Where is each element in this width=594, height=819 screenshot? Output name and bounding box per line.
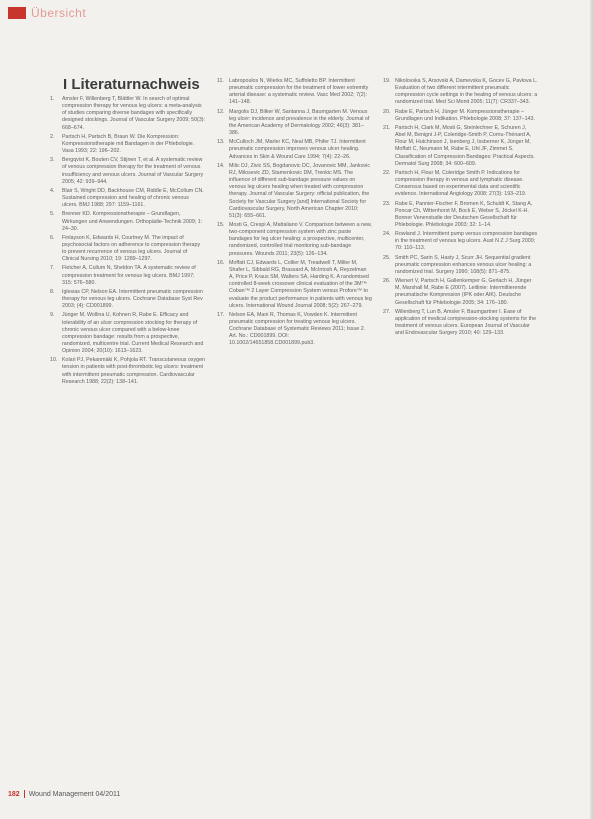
reference-item: [50, 357, 205, 386]
reference-item: [217, 139, 372, 160]
reference-number: 10.: [50, 357, 58, 364]
reference-item: [50, 134, 205, 155]
reference-text: Margolis DJ, Bilker W, Santanna J, Baumgarten M. Venous leg ulcer: incidence and prevalence in the elderly. Journal of the American Academy of Dermatology 2002; 46(3): 381–386.: [229, 108, 370, 137]
reference-item: [50, 289, 205, 310]
section-header: [8, 6, 86, 20]
reference-item: [383, 255, 538, 276]
reference-text: Blair S, Wright DD, Backhouse CM, Riddle E, McCollum CN. Sustained compression and healing of chronic venous ulcers. BMJ 1988; 297: 1159–1161.: [62, 187, 204, 209]
reference-item: [50, 235, 205, 264]
reference-number: 4.: [50, 187, 55, 194]
reference-text: Wienert V, Partsch H, Gallenkemper G, Gerlach H, Jünger M, Marshall M, Rabe E (2007). Leitlinie: Intermittierende pneumatische Kompression (IPK oder AIK). Deutsche Gesellschaft für Phlebologie 2005; 34: 176–180.: [395, 278, 532, 306]
reference-item: [217, 78, 372, 107]
reference-item: [217, 222, 372, 258]
reference-number: 8.: [50, 288, 55, 295]
reference-number: 17.: [217, 311, 225, 318]
reference-number: 11.: [217, 78, 224, 84]
reference-number: 9.: [50, 312, 55, 319]
reference-text: Bergqvist K, Bouten CV, Stijnen T, et al. A systematic review of venous compression therapy for the treatment of venous insufficiency and venous ulcers. Journal of Vascular Surgery 2005; 42: 939–944.: [62, 157, 204, 185]
reference-number: 26.: [383, 278, 391, 285]
reference-text: Mosti G, Crespi A, Mattaliano V. Comparison between a new, two-component compression system with zinc paste bandages for leg ulcer healing: a prospective, multicenter, randomized, controlled trial monitoring sub-bandage pressures. Wounds 2011; 23(5): 126–134.: [229, 221, 372, 257]
reference-item: [50, 188, 205, 209]
reference-number: 25.: [383, 254, 391, 261]
reference-item: [383, 278, 538, 307]
reference-item: [217, 109, 372, 138]
scan-edge: [590, 0, 594, 819]
reference-number: 27.: [383, 308, 391, 315]
reference-number: 22.: [383, 169, 391, 176]
reference-text: Rowland J. Intermittent pump versus compression bandages in the treatment of venous leg ulcers. Aust N Z J Surg 2000; 70: 110–113.: [395, 231, 538, 252]
reference-text: Nelson EA, Mani R, Thomas K, Vowden K. Intermittent pneumatic compression for treating venous leg ulcers. Cochrane Database of Systematic Reviews 2011; Issue 2. Art. No.: CD001899. DOI: 10.1002/14651858.CD001899.pub3.: [229, 311, 366, 347]
reference-item: [383, 78, 538, 107]
page-footer: [8, 790, 120, 798]
reference-item: [217, 260, 372, 310]
footer-divider: [24, 790, 25, 798]
reference-item: [383, 309, 538, 338]
reference-item: [383, 109, 538, 123]
reference-number: 23.: [383, 200, 391, 207]
reference-text: Partsch H, Partsch B, Braun W. Die Kompression: Kompressionstherapie mit Bandagen in der Phlebologie. Vasa 1993; 22: 196–202.: [62, 133, 195, 155]
reference-column-3: [383, 78, 538, 339]
reference-text: Labropoulos N, Wierks MC, Suffoletto BP. Intermittent pneumatic compression for the treatment of lower extremity arterial disease: a systematic review. Vasc Med 2002; 7(2): 141–148.: [229, 78, 369, 106]
reference-number: 7.: [50, 265, 55, 272]
reference-text: Rabe E, Partsch H, Jünger M. Kompressionstherapie – Grundlagen und Indikation. Phlebologie 2008; 37: 137–143.: [395, 108, 535, 122]
reference-column-1: [50, 96, 205, 388]
section-marker: [8, 7, 26, 19]
reference-text: Partsch H, Flour M, Coleridge Smith P. Indications for compression therapy in venous and lymphatic disease. Consensus based on experimental data and scientific evidence. International Angiology 2008; 27(3): 193–219.: [395, 169, 527, 198]
reference-text: Kolari PJ, Pekanmäki K, Pohjola RT. Transcutaneous oxygen tension in patients with post-thrombotic leg ulcers: treatment with intermittent pneumatic compression. Cardiovascular Research 1988; 22(2): 138–141.: [62, 357, 205, 385]
reference-item: [383, 170, 538, 199]
reference-text: Fletcher A, Cullum N, Sheldon TA. A systematic review of compression treatment for venous leg ulcers. BMJ 1997; 315: 576–580.: [62, 265, 196, 286]
page-title: I Literaturnachweis: [63, 76, 200, 93]
reference-number: 6.: [50, 234, 55, 241]
reference-number: 5.: [50, 211, 55, 218]
reference-number: 2.: [50, 133, 55, 140]
reference-item: [50, 265, 205, 286]
reference-text: Willenberg T, Lun B, Amsler F, Baumgartner I. Ease of application of medical compression-stocking systems for the treatment of venous ulcers. European Journal of Vascular and Endovascular Surgery 2010; 40: 129–133.: [395, 308, 537, 337]
reference-number: 20.: [383, 108, 391, 115]
reference-item: [50, 96, 205, 132]
reference-text: Rabe E, Pannier-Fischer F, Bromen K, Schuldt K, Stang A, Poncar Ch, Wittenhorst M, Bock E, Weber S, Jöckel K-H. Bonner Venenstudie der Deutschen Gesellschaft für Phlebologie. Phlebologie 2003; 32: 1–14.: [395, 200, 533, 228]
reference-number: 19.: [383, 78, 391, 84]
reference-number: 14.: [217, 162, 225, 169]
reference-item: [383, 201, 538, 230]
reference-column-2: [217, 78, 372, 350]
reference-number: 1.: [50, 96, 55, 102]
reference-number: 12.: [217, 108, 225, 115]
reference-text: Milic DJ, Zivic SS, Bogdanovic DC, Jovanovic MM, Jankovic RJ, Milosevic ZD, Stamenkovic DM, Trenkic MS. The influence of different sub-bandage pressure values on venous leg ulcers healing when treated with compression therapy. Journal of Vascular Surgery: official publication, the Society for Vascular Surgery [and] International Society for Cardiovascular Surgery, North American Chapter 2010; 51(3): 655–661.: [229, 162, 370, 219]
reference-text: Finlayson K, Edwards H, Courtney M. The impact of psychosocial factors on adherence to compression therapy to prevent recurrence of venous leg ulcers. Journal of Clinical Nursing 2010; 19: 1289–1297.: [62, 234, 201, 263]
reference-text: Jünger M, Wollina U, Kohnen R, Rabe E. Efficacy and tolerability of an ulcer compression stocking for therapy of chronic venous ulcer compared with a below-knee compression bandage: results from a prospective, randomized, multicentre trial. Current Medical Research and Opinion 2004; 20(10): 1613–1623.: [62, 312, 204, 355]
reference-text: Moffatt CJ, Edwards L, Collier M, Treadwell T, Miller M, Shafer L, Sibbald RG, Brassard A, McIntosh A, Reyzelman A, Price P, Kraus SM, Walters SA, Harding K. A randomised controlled 8-week crossover clinical evaluation of the 3M™ Coban™ 2 Layer Compression System versus Profore™ to evaluate the product performance in patients with venous leg ulcers. International Wound Journal 2008; 5(2): 267–279.: [229, 259, 372, 309]
reference-text: Iglesias CP, Nelson EA. Intermittent pneumatic compression therapy for venous leg ulcers. Cochrane Database Syst Rev 2003; (4): CD001899.: [62, 288, 203, 310]
reference-number: 15.: [217, 221, 225, 228]
page-number: 182: [8, 790, 20, 798]
section-title: Übersicht: [31, 6, 87, 20]
reference-text: Nikolovska S, Arsovski A, Damevska K, Gocev G, Pavlova L. Evaluation of two different intermittent pneumatic compression cycle settings in the healing of venous ulcers: a randomized trial. Med Sci Monit 2005; 11(7): CR337–343.: [395, 78, 538, 106]
reference-number: 21.: [383, 124, 391, 131]
reference-item: [217, 312, 372, 348]
reference-text: Amsler F, Willenberg T, Blättler W. In search of optimal compression therapy for venous leg ulcers: a meta-analysis of studies comparing diverse bandages with specifically designed stockings. Journal of Vascular Surgery 2009; 50(3): 668–674.: [62, 96, 205, 131]
reference-item: [217, 163, 372, 220]
reference-number: 24.: [383, 231, 391, 238]
reference-text: Partsch H, Clark M, Mosti G, Steinlechner E, Schuren J, Abel M, Benigni J-P, Coleridge-Smith P, Cornu-Thénard A, Flour M, Hutchinson J, Isenberg J, Issberner K, Jünger M, Moffatt C, Neumann M, Rabe E, Uhl JF, Zimmet S. Classification of Compression Bandages: Practical Aspects. Dermatol Surg 2008; 34: 600–609.: [395, 124, 535, 167]
reference-item: [50, 157, 205, 186]
reference-item: [50, 312, 205, 355]
reference-number: 16.: [217, 259, 225, 266]
reference-item: [50, 211, 205, 232]
reference-text: McCulloch JM, Marler KC, Neal MB, Phifer TJ. Intermittent pneumatic compression improves venous ulcer healing. Advances in Skin & Wound Care 1994; 7(4): 22–26.: [229, 139, 366, 160]
reference-number: 3.: [50, 157, 55, 164]
reference-text: Smith PC, Sarin S, Hasty J, Scurr JH. Sequential gradient pneumatic compression enhances venous ulcer healing: a randomized trial. Surgery 1990; 108(5): 871–875.: [395, 254, 532, 275]
reference-text: Brenner KD. Kompressionstherapie – Grundlagen, Wirkungen und Anwendungen. Orthopädie-Technik 2009; 1: 24–30.: [62, 211, 203, 232]
reference-item: [383, 125, 538, 168]
reference-number: 13.: [217, 139, 225, 146]
reference-item: [383, 231, 538, 252]
journal-name: Wound Management 04/2011: [28, 790, 121, 798]
